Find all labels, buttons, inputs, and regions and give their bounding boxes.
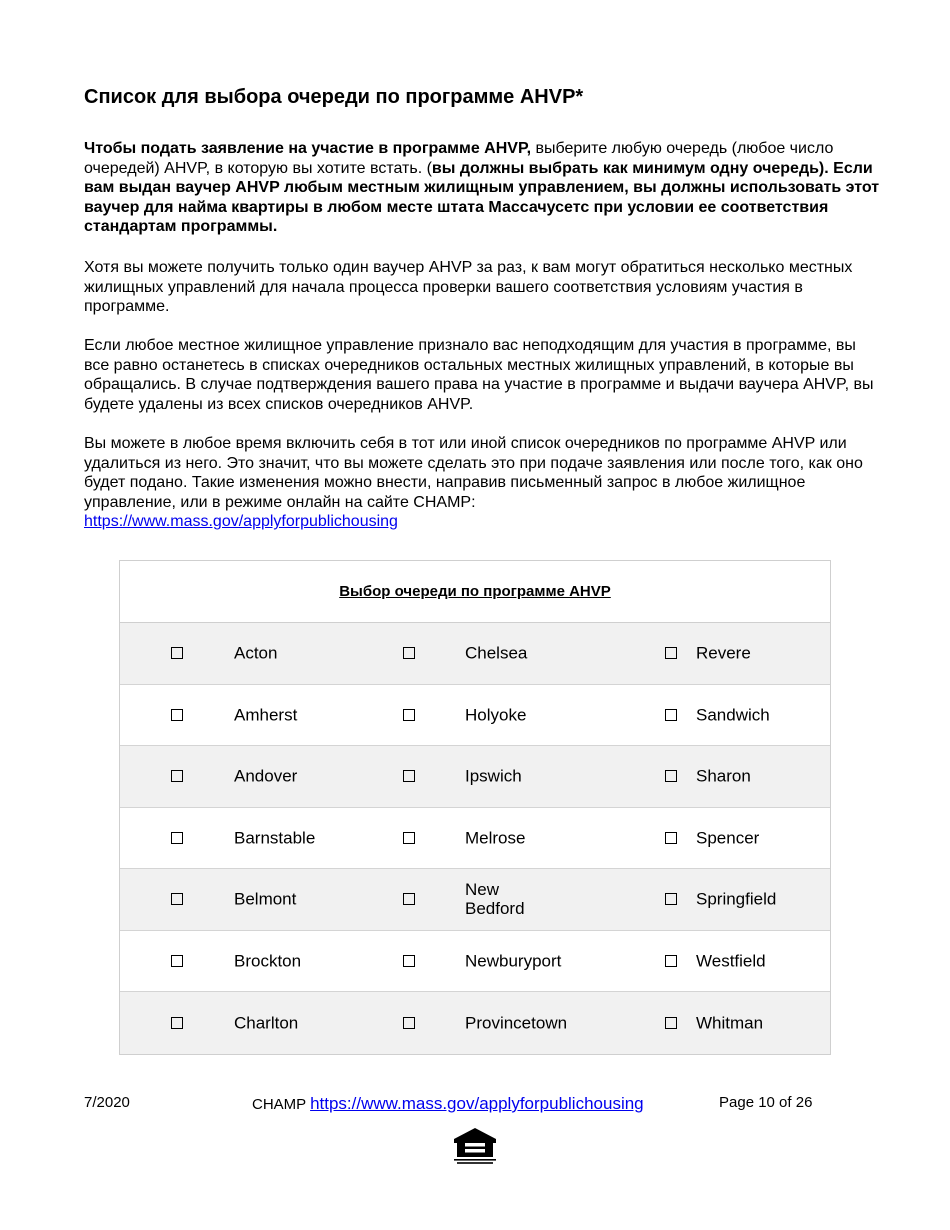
option-label: Whitman: [696, 1013, 764, 1033]
table-header: [120, 561, 830, 623]
springfield-checkbox-icon[interactable]: [665, 893, 677, 905]
footer-page-number: Page 10 of 26: [719, 1094, 813, 1111]
intro-paragraph: [84, 139, 884, 237]
option-label: New Bedford: [465, 880, 525, 919]
footer-champ-link[interactable]: https://www.mass.gov/applyforpublichousing: [310, 1094, 644, 1113]
westfield-checkbox-icon[interactable]: [665, 955, 677, 967]
revere-checkbox-icon[interactable]: [665, 647, 677, 659]
provincetown-checkbox-icon[interactable]: [403, 1017, 415, 1029]
sharon-checkbox-icon[interactable]: [665, 770, 677, 782]
footer-date: 7/2020: [84, 1094, 130, 1111]
voucher-paragraph: Хотя вы можете получить только один ваучер AHVP за раз, к вам могут обратиться несколько местных жилищных управлений для начала процесса проверки вашего соответствия условиям участия в программе.: [84, 259, 853, 316]
ipswich-checkbox-icon[interactable]: [403, 770, 415, 782]
option-label: Belmont: [234, 889, 297, 909]
option-label: Ipswich: [465, 766, 522, 786]
option-label: Springfield: [696, 889, 777, 909]
chelsea-checkbox-icon[interactable]: [403, 647, 415, 659]
waitlist-table: [119, 560, 831, 1055]
footer-champ-label: CHAMP: [252, 1096, 306, 1113]
amherst-checkbox-icon[interactable]: [171, 709, 183, 721]
option-label: Chelsea: [465, 643, 528, 663]
option-label: Acton: [234, 643, 278, 663]
champ-link[interactable]: https://www.mass.gov/applyforpublichousing: [84, 513, 398, 531]
belmont-checkbox-icon[interactable]: [171, 893, 183, 905]
intro-normal-text: выберите любую очередь (любое число очередей) AHVP, в которую вы хотите встать. (: [84, 140, 834, 177]
newburyport-checkbox-icon[interactable]: [403, 955, 415, 967]
table-header-title: Выбор очереди по программе AHVP: [339, 583, 611, 600]
footer-champ: [252, 1094, 644, 1114]
barnstable-checkbox-icon[interactable]: [171, 832, 183, 844]
option-label: Revere: [696, 643, 751, 663]
whitman-checkbox-icon[interactable]: [665, 1017, 677, 1029]
brockton-checkbox-icon[interactable]: [171, 955, 183, 967]
page-title: Список для выбора очереди по программе AHVP*: [84, 86, 584, 108]
charlton-checkbox-icon[interactable]: [171, 1017, 183, 1029]
option-label: Spencer: [696, 828, 760, 848]
holyoke-checkbox-icon[interactable]: [403, 709, 415, 721]
option-label: Sandwich: [696, 705, 770, 725]
option-label: Brockton: [234, 951, 302, 971]
option-label: Westfield: [696, 951, 766, 971]
waitlist-paragraph: [84, 434, 884, 532]
equal-housing-opportunity-icon: [450, 1126, 500, 1166]
andover-checkbox-icon[interactable]: [171, 770, 183, 782]
table-row: [120, 931, 830, 993]
option-label: Barnstable: [234, 828, 316, 848]
sandwich-checkbox-icon[interactable]: [665, 709, 677, 721]
option-label: Andover: [234, 766, 298, 786]
option-label: Holyoke: [465, 705, 527, 725]
option-label: Charlton: [234, 1013, 299, 1033]
option-label: Newburyport: [465, 951, 562, 971]
table-row: [120, 685, 830, 747]
melrose-checkbox-icon[interactable]: [403, 832, 415, 844]
option-label: Provincetown: [465, 1013, 568, 1033]
table-row: [120, 808, 830, 870]
new-bedford-checkbox-icon[interactable]: [403, 893, 415, 905]
table-row: [120, 869, 830, 931]
intro-bold-lead: Чтобы подать заявление на участие в программе AHVP,: [84, 140, 532, 157]
acton-checkbox-icon[interactable]: [171, 647, 183, 659]
table-row: [120, 992, 830, 1054]
option-label: Sharon: [696, 766, 751, 786]
spencer-checkbox-icon[interactable]: [665, 832, 677, 844]
option-label: Melrose: [465, 828, 526, 848]
eligibility-paragraph: Если любое местное жилищное управление признало вас неподходящим для участия в программе, вы все равно останетесь в списках очередников остальных местных жилищных управлений, в которые вы обращались. В случае подтверждения вашего права на участие в программе и выдачи ваучера AHVP, вы будете удалены из всех списков очередников AHVP.: [84, 337, 874, 413]
waitlist-text: Вы можете в любое время включить себя в тот или иной список очередников по программе AHVP или удалиться из него. Это значит, что вы можете сделать это при подаче заявления или после того, как оно будет подано. Такие изменения можно внести, направив письменный запрос в любое жилищное управление, или в режиме онлайн на сайте CHAMP:: [84, 435, 863, 511]
option-label: Amherst: [234, 705, 298, 725]
table-row: [120, 623, 830, 685]
intro-bold-requirement: вы должны выбрать как минимум одну очередь). Если вам выдан ваучер AHVP любым местным жилищным управлением, вы должны использовать этот ваучер для найма квартиры в любом месте штата Массачусетс при условии ее соответствия стандартам программы.: [84, 159, 880, 236]
table-row: [120, 746, 830, 808]
